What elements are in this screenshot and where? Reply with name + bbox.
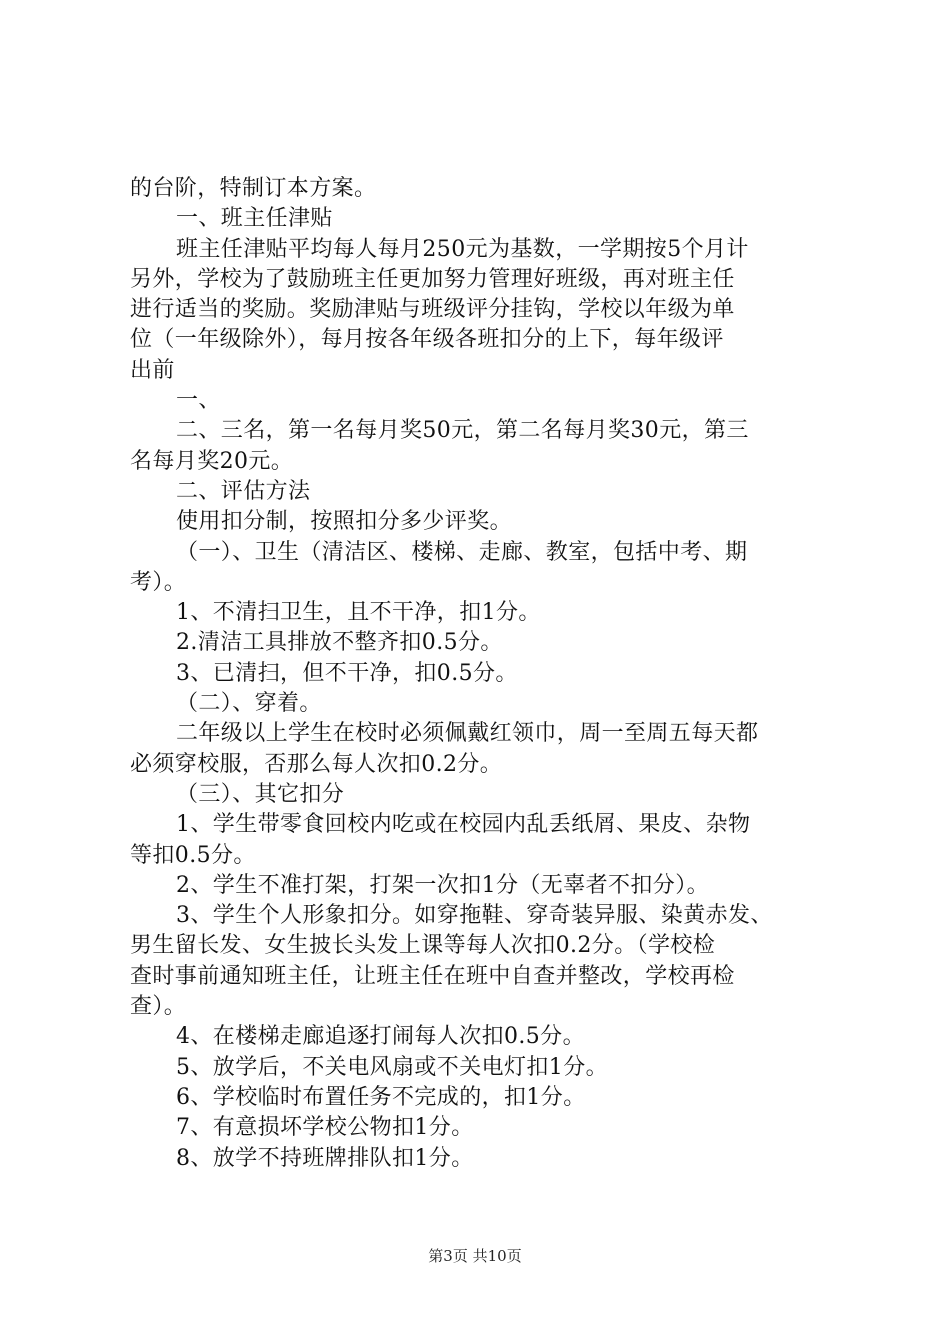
text-line: 二年级以上学生在校时必须佩戴红领巾，周一至周五每天都 xyxy=(176,721,759,747)
text-line: 6、学校临时布置任务不完成的，扣1分。 xyxy=(176,1084,586,1110)
text-line: 2、学生不准打架，打架一次扣1分（无辜者不扣分）。 xyxy=(176,872,709,898)
text-line: 名每月奖20元。 xyxy=(130,448,294,474)
text-line: 另外，学校为了鼓励班主任更加努力管理好班级，再对班主任 xyxy=(130,266,735,292)
text-line: 的台阶，特制订本方案。 xyxy=(130,176,377,201)
text-line: 进行适当的奖励。奖励津贴与班级评分挂钩，学校以年级为单 xyxy=(130,297,735,323)
text-line: 男生留长发、女生披长头发上课等每人次扣0.2分。（学校检 xyxy=(130,933,716,959)
text-line: 班主任津贴平均每人每月250元为基数，一学期按5个月计 xyxy=(176,236,749,262)
text-line: 2.清洁工具排放不整齐扣0.5分。 xyxy=(176,630,503,656)
text-line: 出前 xyxy=(130,357,175,383)
text-line: 必须穿校服，否那么每人次扣0.2分。 xyxy=(130,751,503,777)
text-line: 二、三名，第一名每月奖50元，第二名每月奖30元，第三 xyxy=(176,418,749,444)
text-line: 二、评估方法 xyxy=(176,478,311,504)
text-line: 查）。 xyxy=(130,994,187,1020)
text-line: 查时事前通知班主任，让班主任在班中自查并整改，学校再检 xyxy=(130,963,735,989)
text-line: 使用扣分制，按照扣分多少评奖。 xyxy=(176,509,513,535)
text-line: 4、在楼梯走廊追逐打闹每人次扣0.5分。 xyxy=(176,1024,585,1050)
text-line: 3、已清扫，但不干净，扣0.5分。 xyxy=(176,660,518,686)
text-line: 考）。 xyxy=(130,569,187,595)
text-line: （一）、卫生（清洁区、楼梯、走廊、教室，包括中考、期 xyxy=(176,539,748,565)
text-line: 3、学生个人形象扣分。如穿拖鞋、穿奇装异服、染黄赤发、 xyxy=(176,903,773,929)
text-line: 一、 xyxy=(176,388,221,414)
text-line: 5、放学后，不关电风扇或不关电灯扣1分。 xyxy=(176,1054,608,1080)
text-line: 等扣0.5分。 xyxy=(130,842,256,868)
text-line: 1、学生带零食回校内吃或在校园内乱丢纸屑、果皮、杂物 xyxy=(176,812,751,838)
text-line: （三）、其它扣分 xyxy=(176,781,345,807)
text-line: （二）、穿着。 xyxy=(176,691,322,717)
document-body xyxy=(130,174,840,1174)
text-line: 一、班主任津贴 xyxy=(176,206,333,232)
text-line: 1、不清扫卫生，且不干净，扣1分。 xyxy=(176,600,541,626)
text-line: 7、有意损坏学校公物扣1分。 xyxy=(176,1115,474,1141)
page-number-footer: 第3页 共10页 xyxy=(428,1247,522,1265)
text-line: 8、放学不持班牌排队扣1分。 xyxy=(176,1145,474,1171)
text-line: 位（一年级除外），每月按各年级各班扣分的上下，每年级评 xyxy=(130,327,724,353)
